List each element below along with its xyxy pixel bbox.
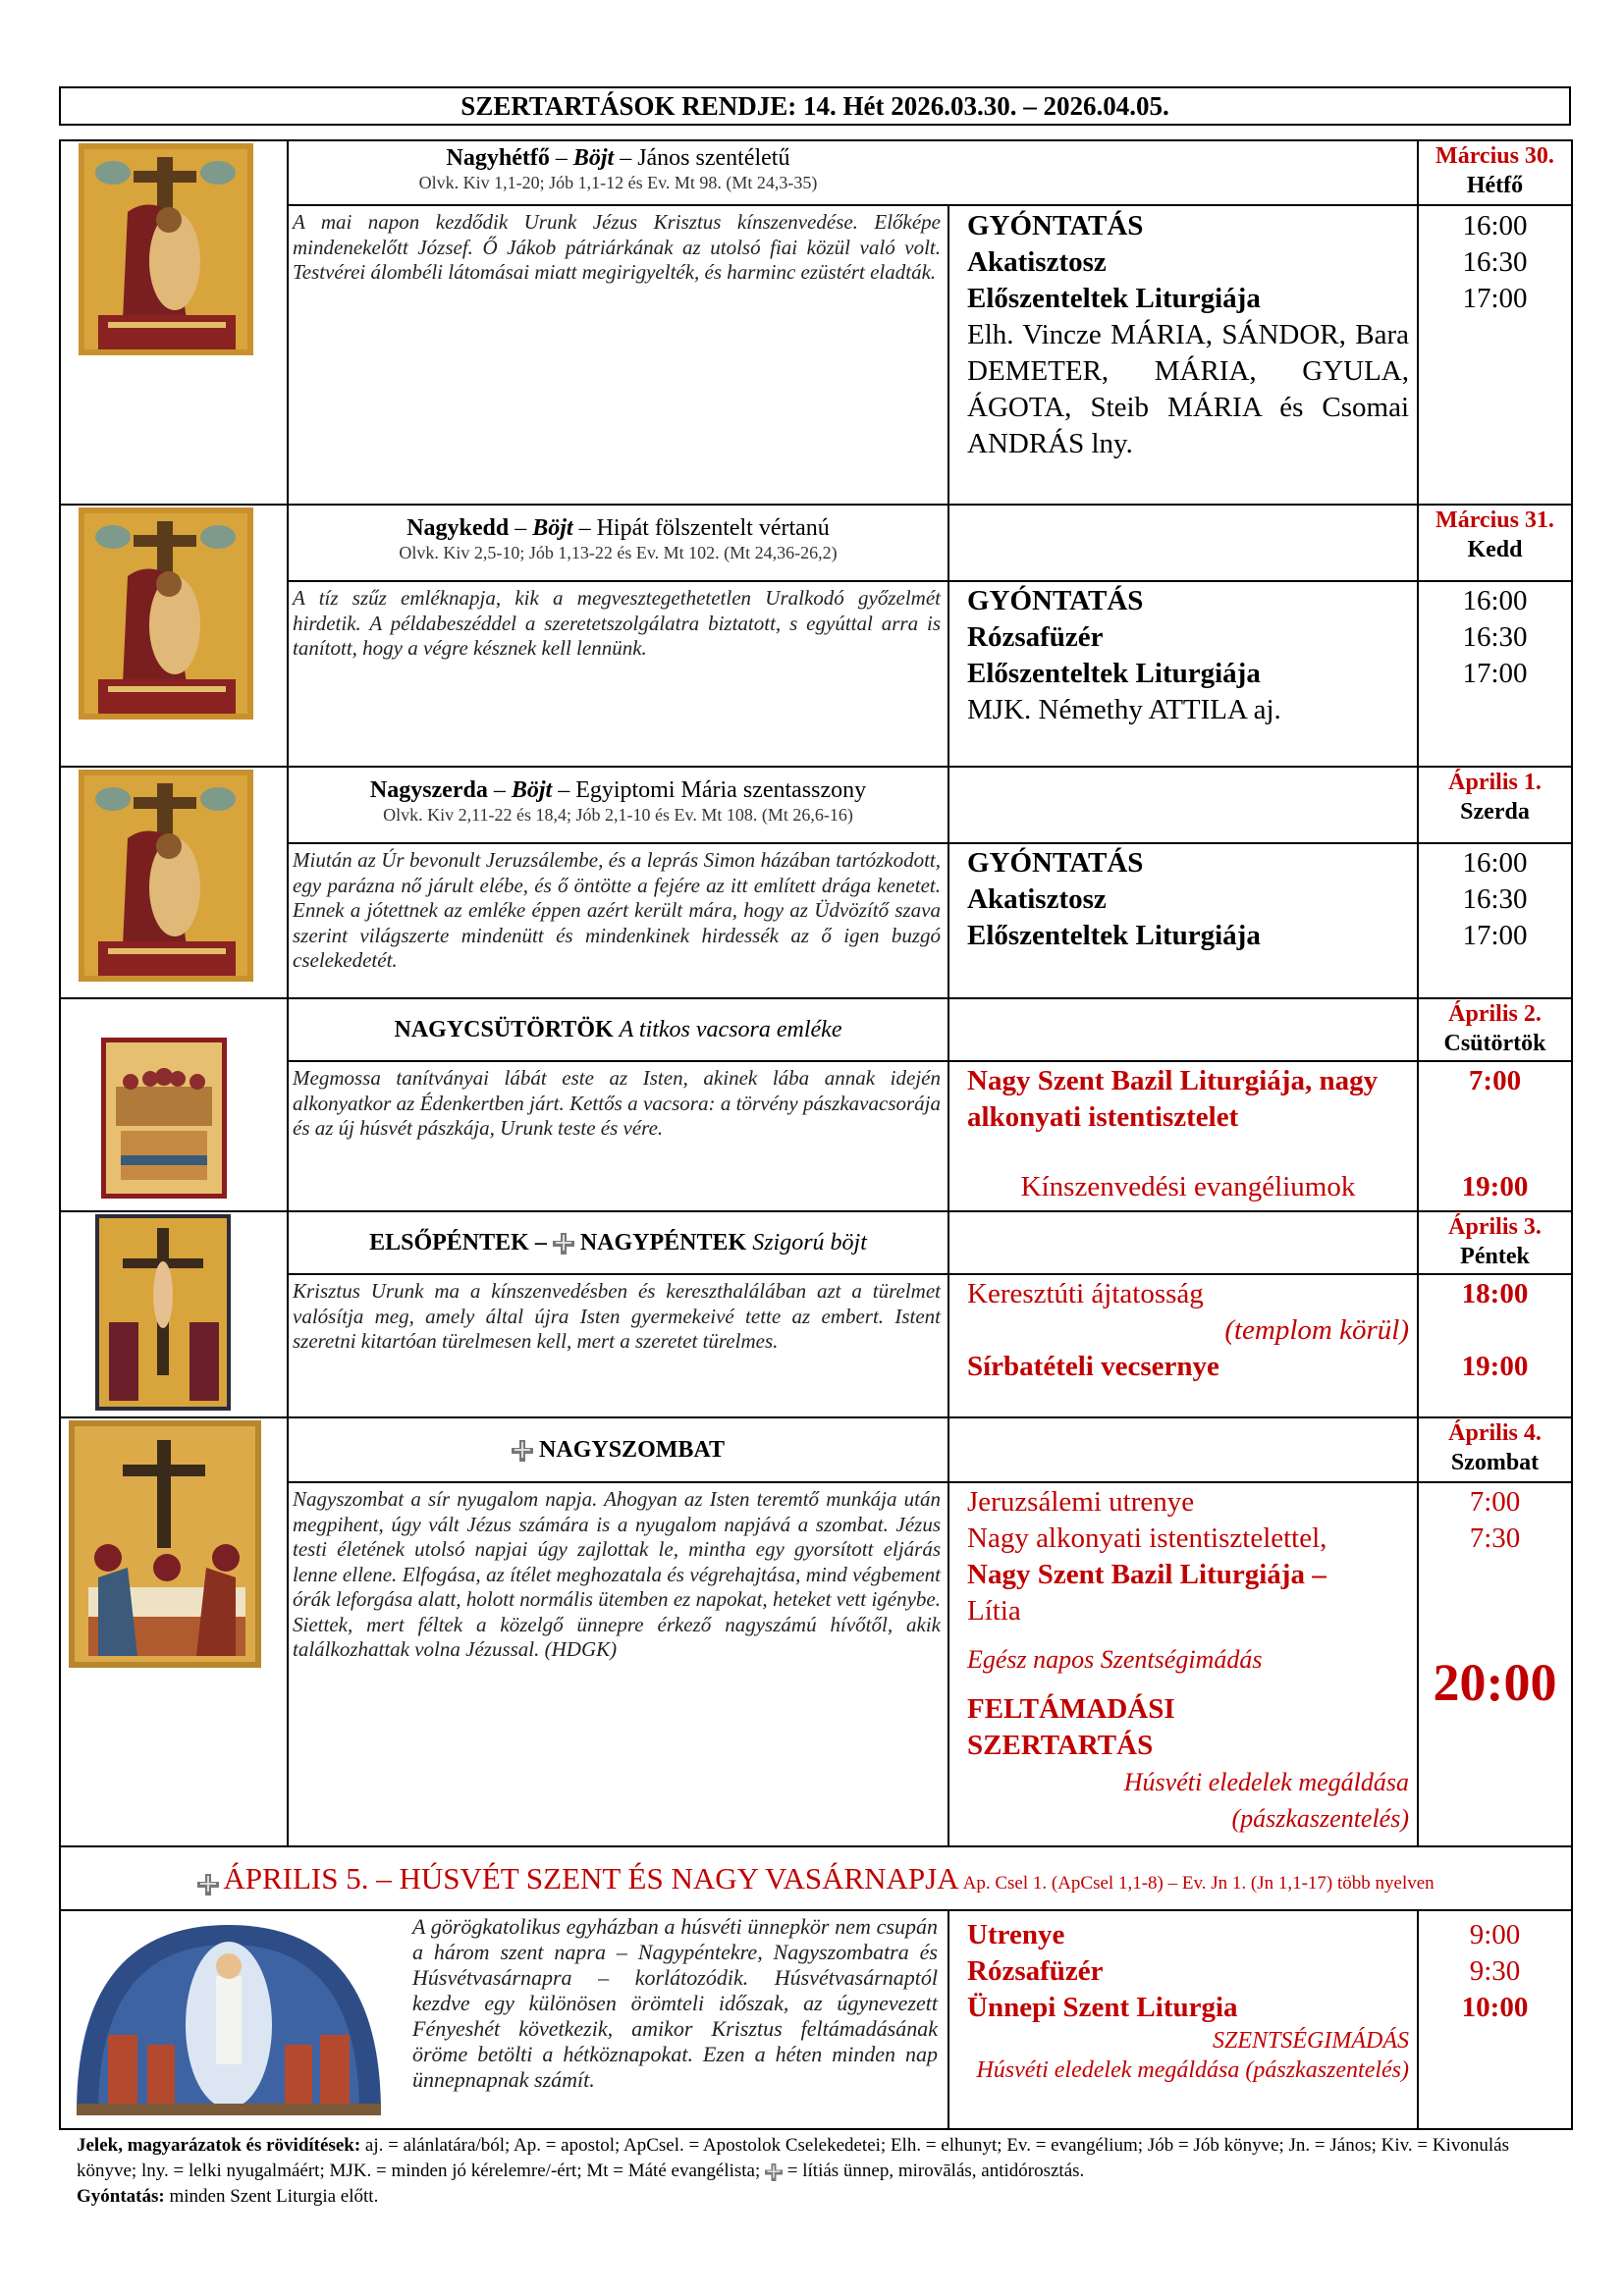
service-item: Előszenteltek Liturgiája [967,920,1261,951]
date: Április 4. [1448,1420,1542,1446]
service-time: 17:00 [1462,658,1528,689]
day-description: A mai napon kezdődik Urunk Jézus Krisztus kínszenvedése. Előképe mindenekelőtt József. Ő Jákob pátriárkának az utolsó fiai közül való volt. Testvérei álombéli látomásai miatt megirigyelték, és harminc ezüstért eladták. [293,210,941,284]
service-note: Húsvéti eledelek megáldása [1123,1768,1409,1796]
intention: MJK. Némethy ATTILA aj. [967,694,1281,725]
last-supper-icon [101,1038,227,1199]
confession-label: Gyóntatás: [77,2186,165,2207]
date: Március 30. [1435,143,1554,169]
weekday: Szombat [1450,1450,1540,1475]
cross-icon [197,1874,219,1896]
feast-name: Nagykedd [406,515,510,541]
easter-title: ÁPRILIS 5. – HÚSVÉT SZENT ÉS NAGY VASÁRNAPJA [223,1861,959,1896]
service-time: 16:30 [1462,621,1528,653]
service-time: 10:00 [1461,1992,1529,2023]
service-time: 19:00 [1461,1351,1529,1382]
service-time: 16:00 [1462,210,1528,241]
date: Április 1. [1448,770,1542,795]
readings: Olvk. Kiv 2,11-22 és 18,4; Jób 2,1-10 és Ev. Mt 108. (Mt 26,6-16) [383,805,853,825]
service-item: GYÓNTATÁS [967,847,1144,879]
service-time: 7:00 [1468,1065,1522,1096]
pieta-icon [79,143,253,355]
service-item: Előszenteltek Liturgiája [967,658,1261,689]
cross-icon [512,1440,533,1462]
service-item: Keresztúti ájtatosság [967,1278,1204,1309]
service-time: 9:00 [1469,1919,1521,1950]
intention: Elh. Vincze MÁRIA, SÁNDOR, Bara DEMETER, MÁRIA, GYULA, ÁGOTA, Steib MÁRIA és Csomai ANDRÁS lny. [967,319,1409,459]
service-item: Rózsafüzér [967,621,1104,653]
service-item: Utrenye [967,1919,1065,1950]
service-item: Nagy Szent Bazil Liturgiája, nagy alkonyati istentisztelet [967,1065,1379,1133]
service-time: 19:00 [1461,1171,1529,1202]
service-item: Nagy Szent Bazil Liturgiája – [967,1559,1326,1590]
easter-readings: Ap. Csel 1. (ApCsel 1,1-8) – Ev. Jn 1. (Jn 1,1-17) több nyelven [962,1873,1435,1894]
day-description: Krisztus Urunk ma a kínszenvedésben és kereszthalálában azt a türelmet valósítja meg, amely által újra Isten gyermekeivé tette az embert. Istent szeretni kitartóan türelmesen kell, mert a szeretet türelmes. [293,1279,941,1353]
weekday: Hétfő [1466,173,1524,198]
fast-label: Böjt [532,515,573,541]
legend-text: = lítiás ünnep, mirovālás, antidórosztás. [786,2161,1085,2181]
entombment-icon [69,1420,261,1668]
feast-subtitle: A titkos vacsora emléke [619,1017,842,1042]
feast-name: ELSŐPÉNTEK – [369,1230,553,1255]
date: Március 31. [1435,507,1554,533]
confession-text: minden Szent Liturgia előtt. [169,2186,379,2207]
service-time: 16:00 [1462,585,1528,616]
feast-name: NAGYPÉNTEK [579,1230,747,1255]
pieta-icon [79,770,253,982]
service-item: GYÓNTATÁS [967,585,1144,616]
service-item: GYÓNTATÁS [967,210,1144,241]
service-item: SZERTARTÁS [967,1730,1154,1761]
service-item: Kínszenvedési evangéliumok [1020,1171,1356,1202]
legend [77,2133,1569,2210]
service-time: 16:30 [1462,883,1528,915]
easter-description: A görögkatolikus egyházban a húsvéti ünnepkör nem csupán a három szent napra – Nagypéntekre, Nagyszombatra és Húsvétvasárnapra – korlátozódik. Húsvétvasárnaptól kezdve egy különösen örömteli időszak, az úgynevezett Fényeshét következik, amikor Krisztus feltámadásának öröme betölti a hétköznapokat. Ezen a héten minden nap ünnepnapnak számít. [412,1914,938,2092]
service-item: Ünnepi Szent Liturgia [967,1992,1238,2023]
service-time: 7:00 [1469,1486,1521,1518]
service-time: 16:30 [1462,246,1528,278]
service-item: Előszenteltek Liturgiája [967,283,1261,314]
resurrection-icon [69,1917,389,2118]
cross-icon [765,2163,783,2181]
feast-name: NAGYCSÜTÖRTÖK [394,1017,614,1042]
day-description: Miután az Úr bevonult Jeruzsálembe, és a leprás Simon házában tartózkodott, egy parázna nő járult elébe, és ő öntötte a fejére az itt említett drága kenetet. Ennek a jótettnek az emléke éppen azért került mára, hogy az Üdvözítő szava szerint világszerte mindenütt és mindenkinek hirdessék az ő igen buzgó cselekedetét. [293,848,941,972]
date: Április 3. [1448,1214,1542,1240]
weekday: Kedd [1467,537,1523,562]
day-description: Megmossa tanítványai lábát este az Isten, akinek lába annak idején alkonyatkor az Édenkertben járt. Kettős a vacsora: a törvény pászkavacsorája és az új húsvét pászkája, Urunk teste és vére. [293,1066,941,1140]
service-item: Akatisztosz [967,246,1107,278]
cross-icon [553,1233,574,1255]
service-item: Rózsafüzér [967,1955,1104,1987]
pieta-icon [79,507,253,720]
service-time: 17:00 [1462,283,1528,314]
weekday: Csütörtök [1443,1031,1546,1056]
date: Április 2. [1448,1001,1542,1027]
service-item: FELTÁMADÁSI [967,1693,1175,1725]
service-item: Lítia [967,1595,1021,1627]
service-item: Nagy alkonyati istentisztelettel, [967,1522,1327,1554]
legend-text: aj. = alánlatára/ból; Ap. = apostol; ApCsel. = Apostolok Cselekedetei; Elh. = elhunyt; Ev. = evangélium; Jób = Jób könyve; Jn. = János; Kiv. = Kivonulás könyve; lny. = lelki nyugalmáért; MJK. = minden jó kérelemre/-ért; Mt = Máté evangélista; [77,2135,1509,2181]
service-item: Egész napos Szentségimádás [967,1645,1263,1674]
crucifixion-icon [95,1214,231,1411]
service-time: 20:00 [1433,1653,1557,1712]
fast-label: Böjt [511,777,553,803]
weekday: Szerda [1460,799,1530,825]
feast-name: Nagyszerda [369,777,488,803]
service-note: SZENTSÉGIMÁDÁS [1213,2028,1409,2054]
readings: Olvk. Kiv 2,5-10; Jób 1,13-22 és Ev. Mt 102. (Mt 24,36-26,2) [399,543,838,562]
page-title: SZERTARTÁSOK RENDJE: 14. Hét 2026.03.30. – 2026.04.05. [59,86,1571,126]
service-item: Akatisztosz [967,883,1107,915]
feast-name: Nagyhétfő [446,145,550,171]
service-item: Sírbatételi vecsernye [967,1351,1219,1382]
fast-label: Böjt [572,145,615,171]
service-time: 17:00 [1462,920,1528,951]
service-time: 16:00 [1462,847,1528,879]
service-note: (templom körül) [1224,1314,1409,1346]
day-description: Nagyszombat a sír nyugalom napja. Ahogyan az Isten teremtő munkája után megpihent, úgy vált Jézus számára is a nyugalom napjává a szombat. Jézus testi életének utolsó napjai úgy zajlottak le, mintha egy gyorsított eljárás lenne ellene. Elfogása, az ítélet meghozatala és végrehajtása, mind végbement órák leforgása alatt, holott normális ütemben ez napokat, heteket vett igénybe. Siettek, mert féltek a közelgő ünnepre érkező nagyszámú hívőtől, akik találkozhattak volna Jézussal. (HDGK) [293,1487,941,1661]
legend-label: Jelek, magyarázatok és rövidítések: [77,2135,361,2156]
readings: Olvk. Kiv 1,1-20; Jób 1,1-12 és Ev. Mt 98. (Mt 24,3-35) [418,173,818,192]
service-time: 9:30 [1469,1955,1521,1987]
feast-subtitle: Szigorú böjt [752,1230,867,1255]
service-item: Jeruzsálemi utrenye [967,1486,1195,1518]
feast-name: NAGYSZOMBAT [539,1437,725,1463]
service-note: Húsvéti eledelek megáldása (pászkaszentelés) [976,2057,1409,2083]
service-time: 7:30 [1469,1522,1521,1554]
weekday: Péntek [1460,1244,1530,1269]
day-description: A tíz szűz emléknapja, kik a megvesztegethetetlen Uralkodó győzelmét hirdetik. A példabeszéddel a szeretetszolgálatra biztatott, s egyúttal arra is tanított, hogy a végre késznek kell lennünk. [293,586,941,660]
service-note: (pászkaszentelés) [1231,1804,1409,1833]
service-time: 18:00 [1461,1278,1529,1309]
